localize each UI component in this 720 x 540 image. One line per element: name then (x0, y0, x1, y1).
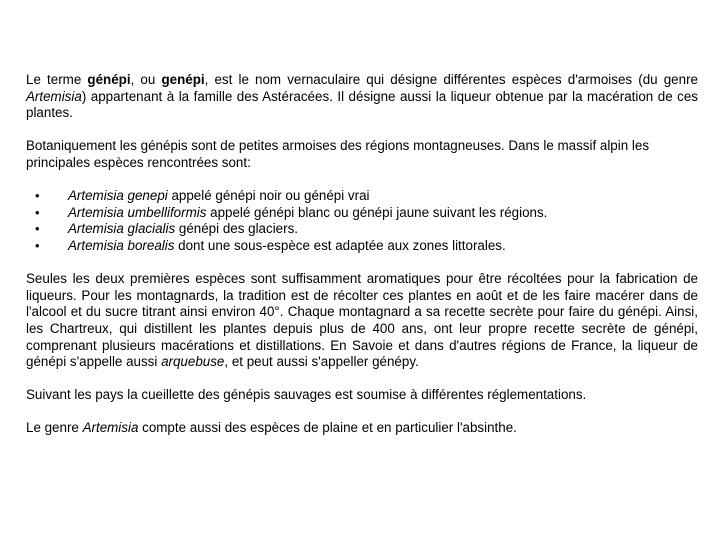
paragraph-genus (26, 420, 698, 437)
genus-name: Artemisia (26, 88, 82, 104)
list-item (68, 238, 698, 255)
genus-name: Artemisia (82, 420, 139, 436)
species-name: Artemisia umbelliformis (68, 204, 207, 220)
text: , et peut aussi s'appeller génépy. (224, 354, 419, 370)
text: compte aussi des espèces de plaine et en particulier l'absinthe. (138, 420, 517, 436)
paragraph-botany: Botaniquement les génépis sont de petites armoises des régions montagneuses. Dans le massif alpin les principales espèces rencontrées sont: (26, 138, 650, 170)
list-item (68, 221, 698, 238)
paragraph-harvest (26, 271, 698, 371)
species-desc: appelé génépi noir ou génépi vrai (167, 188, 370, 204)
text: Le genre (26, 420, 83, 436)
list-item (68, 188, 698, 205)
term-genepi: génépi (87, 72, 131, 87)
species-desc: appelé génépi blanc ou génépi jaune suivant les régions. (206, 204, 548, 220)
term-genepi-alt: genépi (161, 72, 205, 87)
species-name: Artemisia borealis (68, 237, 175, 253)
text: , ou (130, 72, 162, 87)
species-list (26, 188, 698, 254)
text: Le terme (26, 72, 88, 87)
text: ) appartenant à la famille des Astéracées. Il désigne aussi la liqueur obtenue par la macération de ces plantes. (26, 88, 698, 121)
species-desc: génépi des glaciers. (175, 221, 298, 237)
paragraph-intro (26, 72, 698, 122)
term-arquebuse: arquebuse (161, 354, 225, 370)
text: , est le nom vernaculaire qui désigne différentes espèces d'armoises (du genre (204, 72, 698, 87)
species-name: Artemisia glacialis (68, 221, 176, 237)
text: Seules les deux premières espèces sont suffisamment aromatiques pour être récoltées pour la fabrication de liqueurs. Pour les montagnards, la tradition est de récolter ces plantes en août et de les faire macérer dans de l'alcool et du sucre titrant ainsi environ 40°. Chaque montagnard a sa recette secrète pour faire du génépi. Ainsi, les Chartreux, qui distillent les plantes depuis plus de 400 ans, ont leur propre recette secrète de génépi, comprenant plusieurs macérations et distillations. En Savoie et dans d'autres régions de France, la liqueur de génépi s'appelle aussi (26, 271, 698, 370)
paragraph-regulation: Suivant les pays la cueillette des génépis sauvages est soumise à différentes réglementations. (26, 387, 587, 403)
species-desc: dont une sous-espèce est adaptée aux zones littorales. (174, 237, 506, 253)
list-item (68, 205, 698, 222)
species-name: Artemisia genepi (68, 188, 168, 204)
